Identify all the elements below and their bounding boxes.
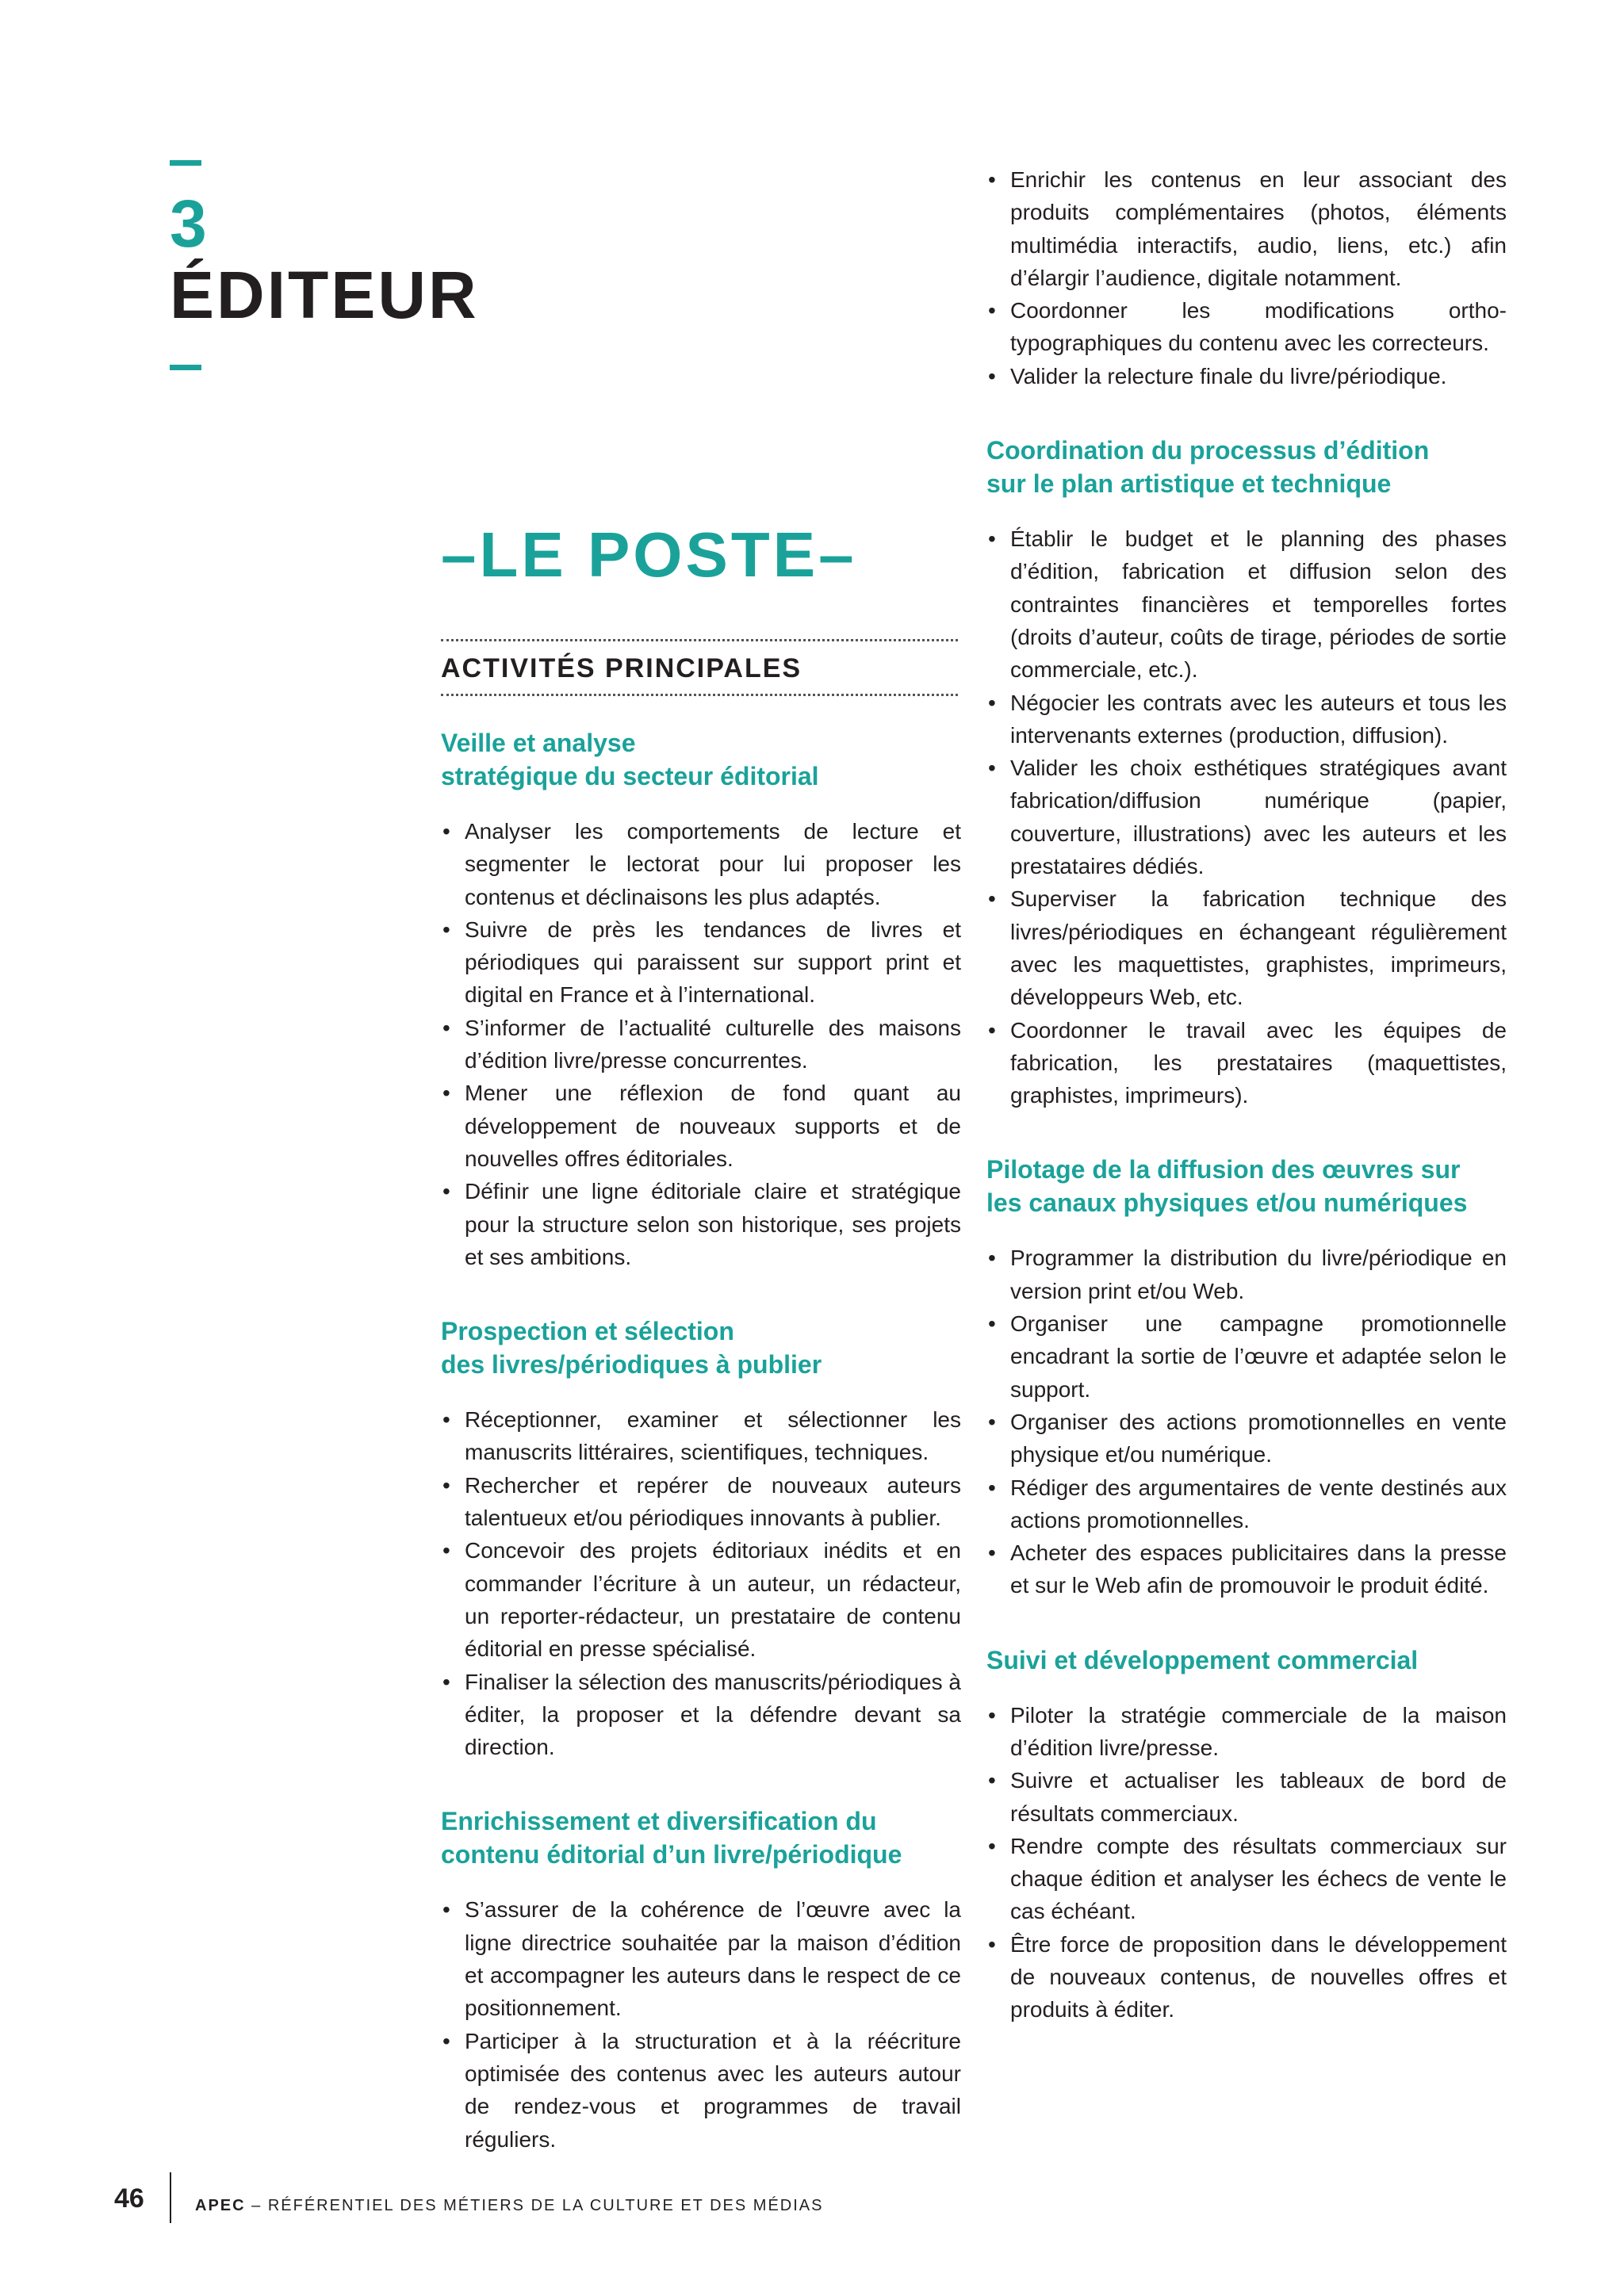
block-title: Coordination du processus d’édition sur le plan artistique et technique	[986, 436, 1430, 499]
list-item: • Négocier les contrats avec les auteurs et tous les intervenants externes (production, diffusion).	[986, 687, 1507, 752]
chapter-number: 3	[170, 186, 207, 261]
block-prospection	[441, 1314, 961, 1763]
list-item: • Piloter la stratégie commerciale de la maison d’édition livre/presse.	[986, 1699, 1507, 1765]
list-item: • Organiser une campagne promotionnelle encadrant la sortie de l’œuvre et adaptée selon le support.	[986, 1307, 1507, 1406]
activities-heading: ACTIVITÉS PRINCIPALES	[441, 639, 958, 696]
bullet-list	[441, 1403, 961, 1763]
bullet-list	[441, 815, 961, 1273]
list-item: • Programmer la distribution du livre/périodique en version print et/ou Web.	[986, 1242, 1507, 1307]
section-title: –LE POSTE–	[441, 519, 857, 590]
list-item: • Être force de proposition dans le développement de nouveaux contenus, de nouvelles offres et produits à éditer.	[986, 1928, 1507, 2026]
bullet-list	[986, 1699, 1507, 2026]
block-continued	[986, 163, 1507, 392]
list-item: • Finaliser la sélection des manuscrits/périodiques à éditer, la proposer et la défendre devant sa direction.	[441, 1666, 961, 1764]
bullet-list	[986, 1242, 1507, 1601]
list-item: • Participer à la structuration et à la réécriture optimisée des contenus avec les auteurs autour de rendez-vous et programmes de travail réguliers.	[441, 2025, 961, 2156]
block-coordination	[986, 434, 1507, 1112]
list-item: • Valider la relecture finale du livre/périodique.	[986, 360, 1507, 392]
list-item: • Suivre et actualiser les tableaux de bord de résultats commerciaux.	[986, 1764, 1507, 1830]
block-suivi	[986, 1644, 1507, 2026]
list-item: • Analyser les comportements de lecture et segmenter le lectorat pour lui proposer les contenus et déclinaisons les plus adaptés.	[441, 815, 961, 913]
block-title: Veille et analyse stratégique du secteur éditorial	[441, 729, 819, 790]
block-pilotage	[986, 1153, 1507, 1601]
list-item: • Réceptionner, examiner et sélectionner les manuscrits littéraires, scientifiques, techniques.	[441, 1403, 961, 1469]
list-item: • Superviser la fabrication technique des livres/périodiques en échangeant régulièrement avec les maquettistes, graphistes, imprimeurs, développeurs Web, etc.	[986, 882, 1507, 1013]
footer-divider	[170, 2172, 171, 2223]
footer-running-title: APEC – RÉFÉRENTIEL DES MÉTIERS DE LA CULTURE ET DES MÉDIAS	[195, 2197, 824, 2214]
block-title: Prospection et sélection des livres/périodiques à publier	[441, 1317, 822, 1380]
bullet-list	[986, 522, 1507, 1112]
list-item: • S’assurer de la cohérence de l’œuvre avec la ligne directrice souhaitée par la maison d’édition et accompagner les auteurs dans le respect de ce positionnement.	[441, 1893, 961, 2024]
list-item: • Définir une ligne éditoriale claire et stratégique pour la structure selon son historique, ses projets et ses ambitions.	[441, 1175, 961, 1273]
bullet-list	[986, 163, 1507, 392]
block-title: Suivi et développement commercial	[986, 1645, 1419, 1674]
page-number: 46	[114, 2183, 144, 2214]
list-item: • Concevoir des projets éditoriaux inédits et en commander l’écriture à un auteur, un rédacteur, un reporter-rédacteur, un prestataire de contenu éditorial en presse spécialisé.	[441, 1534, 961, 1665]
list-item: • Acheter des espaces publicitaires dans la presse et sur le Web afin de promouvoir le produit édité.	[986, 1536, 1507, 1602]
left-column	[441, 726, 961, 2156]
block-title: Pilotage de la diffusion des œuvres sur les canaux physiques et/ou numériques	[986, 1155, 1468, 1218]
right-column	[986, 163, 1507, 2026]
chapter-top-dash	[170, 160, 201, 166]
list-item: • Organiser des actions promotionnelles en vente physique et/ou numérique.	[986, 1406, 1507, 1471]
list-item: • Rechercher et repérer de nouveaux auteurs talentueux et/ou périodiques innovants à publier.	[441, 1469, 961, 1535]
list-item: • Suivre de près les tendances de livres et périodiques qui paraissent sur support print et digital en France et à l’international.	[441, 913, 961, 1012]
list-item: • Enrichir les contenus en leur associant des produits complémentaires (photos, éléments multimédia interactifs, audio, liens, etc.) afin d’élargir l’audience, digitale notamment.	[986, 163, 1507, 294]
list-item: • Valider les choix esthétiques stratégiques avant fabrication/diffusion numérique (papier, couverture, illustrations) avec les auteurs et les prestataires dédiés.	[986, 752, 1507, 882]
list-item: • Rédiger des argumentaires de vente destinés aux actions promotionnelles.	[986, 1471, 1507, 1537]
list-item: • Coordonner les modifications ortho-typographiques du contenu avec les correcteurs.	[986, 294, 1507, 360]
block-title: Enrichissement et diversification du contenu éditorial d’un livre/périodique	[441, 1807, 902, 1869]
list-item: • Mener une réflexion de fond quant au développement de nouveaux supports et de nouvelles offres éditoriales.	[441, 1077, 961, 1175]
bullet-list	[441, 1893, 961, 2155]
list-item: • S’informer de l’actualité culturelle des maisons d’édition livre/presse concurrentes.	[441, 1012, 961, 1077]
list-item: • Coordonner le travail avec les équipes de fabrication, les prestataires (maquettistes, graphistes, imprimeurs).	[986, 1014, 1507, 1112]
block-veille	[441, 726, 961, 1273]
chapter-bottom-dash	[170, 365, 201, 370]
list-item: • Établir le budget et le planning des phases d’édition, fabrication et diffusion selon des contraintes financières et temporelles fortes (droits d’auteur, coûts de tirage, périodes de sortie commerciale, etc.).	[986, 522, 1507, 686]
list-item: • Rendre compte des résultats commerciaux sur chaque édition et analyser les échecs de vente le cas échéant.	[986, 1830, 1507, 1928]
block-enrichissement	[441, 1804, 961, 2155]
chapter-title: ÉDITEUR	[170, 258, 479, 332]
